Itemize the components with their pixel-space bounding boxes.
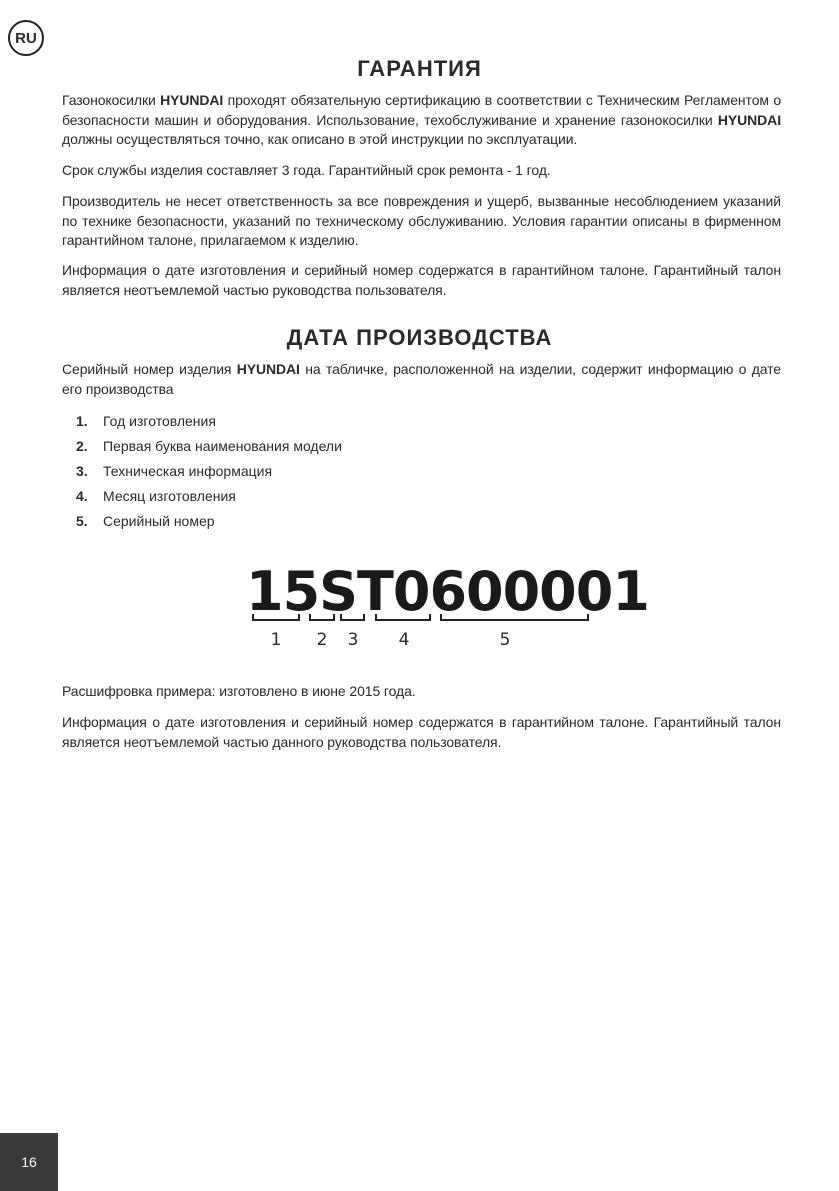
serial-legend-list: [62, 412, 342, 537]
warranty-paragraph-4: Информация о дате изготовления и серийный номер содержатся в гарантийном талоне. Гарантийный талон является неотъемлемой частью руководства пользователя.: [62, 262, 781, 298]
bracket-4: [375, 614, 431, 621]
warranty-paragraph-2: Срок службы изделия составляет 3 года. Гарантийный срок ремонта - 1 год.: [62, 162, 551, 178]
item-number: 1.: [76, 413, 88, 429]
item-text: Месяц изготовления: [103, 488, 236, 504]
list-item: [62, 462, 342, 487]
item-number: 3.: [76, 463, 88, 479]
item-number: 2.: [76, 438, 88, 454]
decode-text: Расшифровка примера: изготовлено в июне 2015 года.: [62, 683, 416, 699]
language-badge: RU: [8, 20, 44, 56]
page-number: 16: [0, 1133, 58, 1191]
text: Газонокосилки: [62, 92, 161, 108]
bracket-label: 2: [316, 630, 328, 650]
bracket-label: 5: [499, 630, 511, 650]
bracket-1: [252, 614, 300, 621]
warranty-heading: ГАРАНТИЯ: [357, 56, 482, 81]
production-intro: [62, 360, 781, 399]
item-number: 5.: [76, 513, 88, 529]
text: Серийный номер изделия: [62, 361, 237, 377]
text: проходят обязательную сертификацию в соответствии с Техническим Регламентом о безопасности машин и оборудования. Использование, техобслуживание и хранение газонокосилки: [62, 92, 782, 128]
bracket-label: 4: [398, 630, 410, 650]
production-info: Информация о дате изготовления и серийный номер содержатся в гарантийном талоне. Гарантийный талон является неотъемлемой частью данного руководства пользователя.: [62, 714, 781, 750]
brand: HYUNDAI: [160, 92, 224, 108]
bracket-label: 1: [270, 630, 282, 650]
warranty-paragraph-3: Производитель не несет ответственность за все повреждения и ущерб, вызванные несоблюдением указаний по технике безопасности, указаний по техническому обслуживанию. Условия гарантии описаны в фирменном гарантийном талоне, прилагаемом к изделию.: [62, 193, 781, 248]
item-text: Первая буква наименования модели: [103, 438, 342, 454]
item-text: Год изготовления: [103, 413, 216, 429]
bracket-label: 3: [347, 630, 359, 650]
item-text: Серийный номер: [103, 513, 215, 529]
item-text: Техническая информация: [103, 463, 273, 479]
brand: HYUNDAI: [717, 111, 781, 128]
list-item: [62, 487, 342, 512]
warranty-paragraph-1: [62, 91, 781, 150]
list-item: [62, 512, 342, 537]
text: на табличке, расположенной на изделии, содержит информацию о дате его производства: [62, 361, 781, 397]
item-number: 4.: [76, 488, 88, 504]
text: должны осуществляться точно, как описано в этой инструкции по эксплуатации.: [62, 131, 578, 147]
brand: HYUNDAI: [236, 361, 300, 377]
bracket-5: [440, 614, 589, 621]
bracket-2: [309, 614, 335, 621]
list-item: [62, 412, 342, 437]
bracket-3: [340, 614, 365, 621]
list-item: [62, 437, 342, 462]
production-heading: ДАТА ПРОИЗВОДСТВА: [286, 325, 553, 350]
serial-number-example: 15ST0600001: [246, 560, 649, 623]
